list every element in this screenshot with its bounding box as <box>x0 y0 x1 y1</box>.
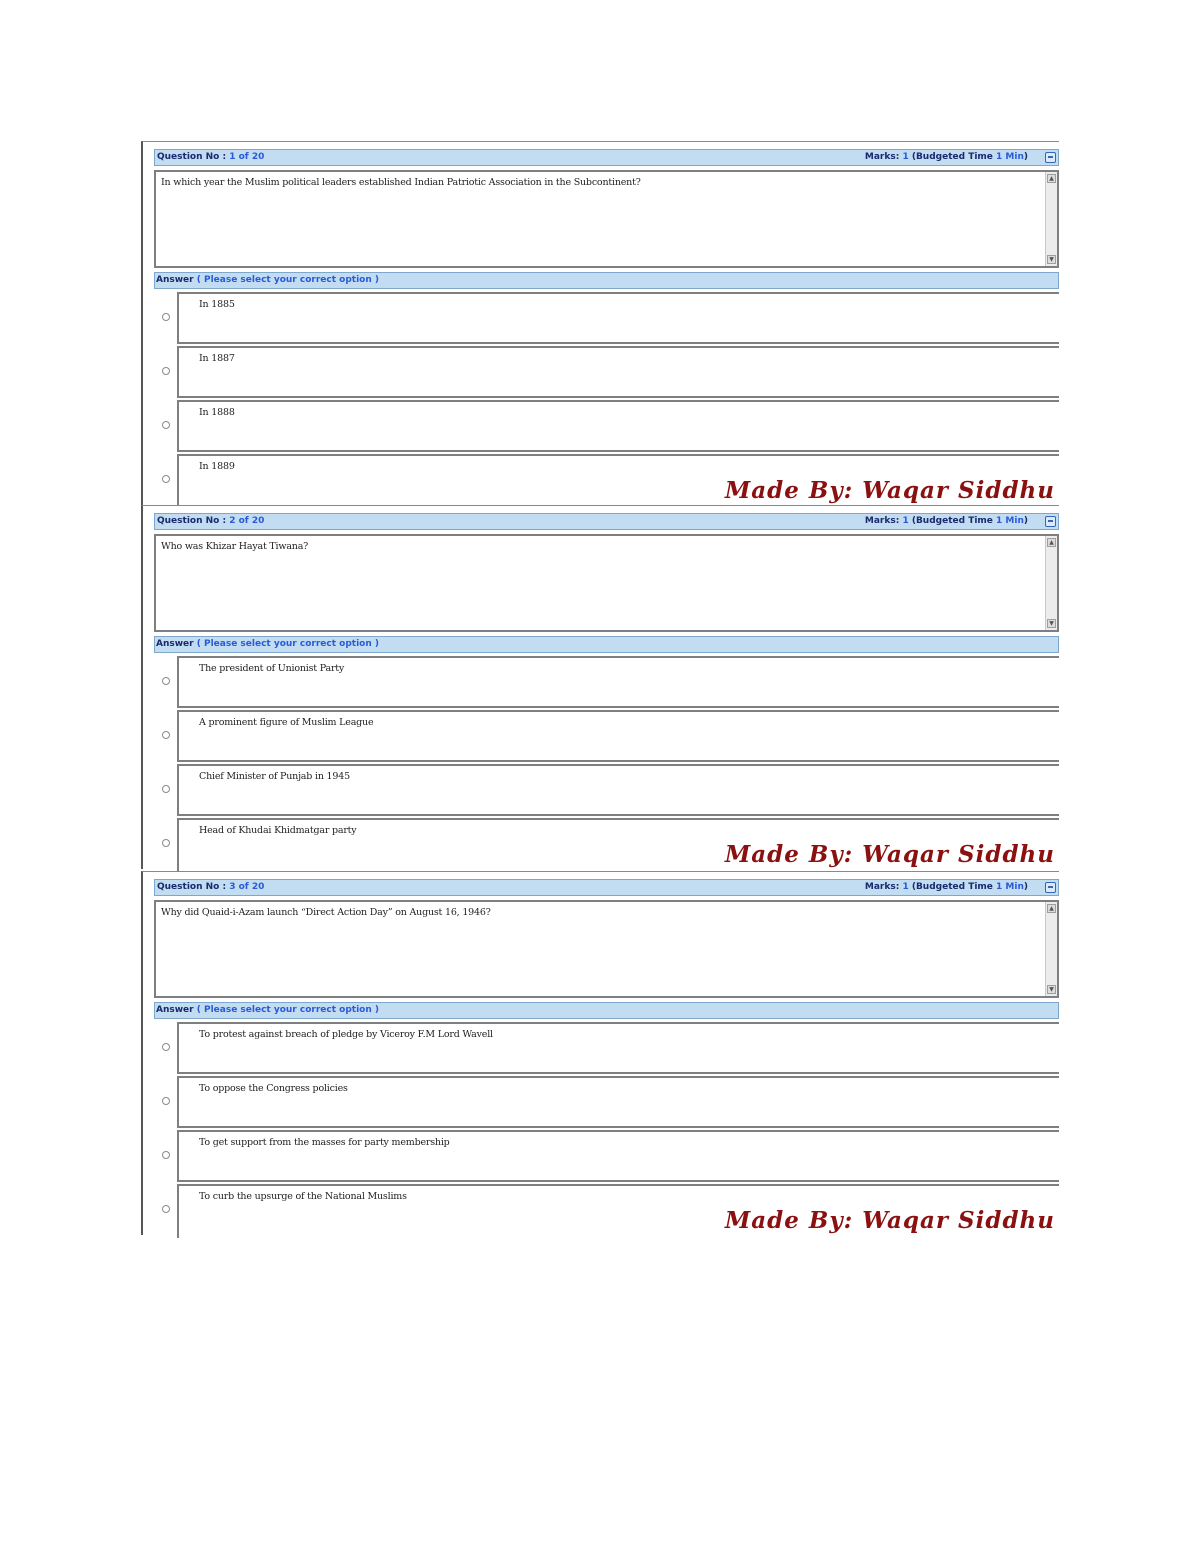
question-header <box>154 513 1059 530</box>
answer-header: Answer ( Please select your correct option ) <box>154 272 1059 289</box>
option-text: In 1887 <box>199 353 235 364</box>
answer-option[interactable] <box>154 656 1059 710</box>
option-text: In 1885 <box>199 299 235 310</box>
marks-info: Marks: 1 (Budgeted Time 1 Min) <box>864 516 1028 526</box>
scroll-up-icon[interactable]: ▲ <box>1047 538 1056 547</box>
scroll-down-icon[interactable]: ▼ <box>1047 985 1056 994</box>
question-header <box>154 879 1059 896</box>
marks-info: Marks: 1 (Budgeted Time 1 Min) <box>864 882 1028 892</box>
radio-button[interactable] <box>162 839 170 847</box>
answer-option[interactable] <box>154 1076 1059 1130</box>
scrollbar[interactable] <box>1045 172 1057 266</box>
radio-button[interactable] <box>162 313 170 321</box>
option-box <box>177 710 1059 762</box>
answer-header: Answer ( Please select your correct option ) <box>154 1002 1059 1019</box>
option-text: The president of Unionist Party <box>199 663 345 674</box>
radio-button[interactable] <box>162 785 170 793</box>
collapse-icon[interactable] <box>1045 882 1056 893</box>
option-text: To oppose the Congress policies <box>199 1083 348 1094</box>
watermark: Made By: Waqar Siddhu <box>724 477 1055 504</box>
question-text-box[interactable] <box>154 534 1059 632</box>
scroll-up-icon[interactable]: ▲ <box>1047 174 1056 183</box>
answer-option[interactable] <box>154 1022 1059 1076</box>
marks-info: Marks: 1 (Budgeted Time 1 Min) <box>864 152 1028 162</box>
option-box <box>177 1022 1059 1074</box>
option-text: To curb the upsurge of the National Muslims <box>199 1191 407 1202</box>
radio-button[interactable] <box>162 1205 170 1213</box>
question-text: Why did Quaid-i-Azam launch “Direct Action Day” on August 16, 1946? <box>161 907 491 918</box>
answer-option[interactable] <box>154 764 1059 818</box>
question-text: Who was Khizar Hayat Tiwana? <box>161 541 309 552</box>
question-text-box[interactable] <box>154 170 1059 268</box>
option-text: To get support from the masses for party membership <box>199 1137 450 1148</box>
radio-button[interactable] <box>162 367 170 375</box>
option-box <box>177 292 1059 344</box>
option-box <box>177 656 1059 708</box>
answer-header: Answer ( Please select your correct option ) <box>154 636 1059 653</box>
question-number: Question No : 3 of 20 <box>157 882 265 892</box>
question-panel <box>141 505 1059 869</box>
scroll-down-icon[interactable]: ▼ <box>1047 619 1056 628</box>
option-text: To protest against breach of pledge by Viceroy F.M Lord Wavell <box>199 1029 493 1040</box>
collapse-icon[interactable] <box>1045 516 1056 527</box>
option-box <box>177 400 1059 452</box>
question-panel <box>141 141 1059 505</box>
scroll-up-icon[interactable]: ▲ <box>1047 904 1056 913</box>
question-text: In which year the Muslim political leaders established Indian Patriotic Association in the Subcontinent? <box>161 177 641 188</box>
option-text: Head of Khudai Khidmatgar party <box>199 825 357 836</box>
question-number: Question No : 1 of 20 <box>157 152 265 162</box>
radio-button[interactable] <box>162 1151 170 1159</box>
question-panel <box>141 871 1059 1235</box>
option-box <box>177 346 1059 398</box>
question-header <box>154 149 1059 166</box>
answer-option[interactable] <box>154 710 1059 764</box>
option-text: A prominent figure of Muslim League <box>199 717 374 728</box>
question-text-box[interactable] <box>154 900 1059 998</box>
question-number: Question No : 2 of 20 <box>157 516 265 526</box>
scrollbar[interactable] <box>1045 902 1057 996</box>
collapse-icon[interactable] <box>1045 152 1056 163</box>
radio-button[interactable] <box>162 731 170 739</box>
radio-button[interactable] <box>162 421 170 429</box>
radio-button[interactable] <box>162 475 170 483</box>
answer-option[interactable] <box>154 400 1059 454</box>
answer-option[interactable] <box>154 1130 1059 1184</box>
watermark: Made By: Waqar Siddhu <box>724 1207 1055 1234</box>
radio-button[interactable] <box>162 1097 170 1105</box>
radio-button[interactable] <box>162 677 170 685</box>
radio-button[interactable] <box>162 1043 170 1051</box>
answer-option[interactable] <box>154 346 1059 400</box>
scroll-down-icon[interactable]: ▼ <box>1047 255 1056 264</box>
option-box <box>177 764 1059 816</box>
option-box <box>177 1130 1059 1182</box>
watermark: Made By: Waqar Siddhu <box>724 841 1055 868</box>
option-text: Chief Minister of Punjab in 1945 <box>199 771 350 782</box>
option-box <box>177 1076 1059 1128</box>
scrollbar[interactable] <box>1045 536 1057 630</box>
option-text: In 1889 <box>199 461 235 472</box>
option-text: In 1888 <box>199 407 235 418</box>
answer-option[interactable] <box>154 292 1059 346</box>
